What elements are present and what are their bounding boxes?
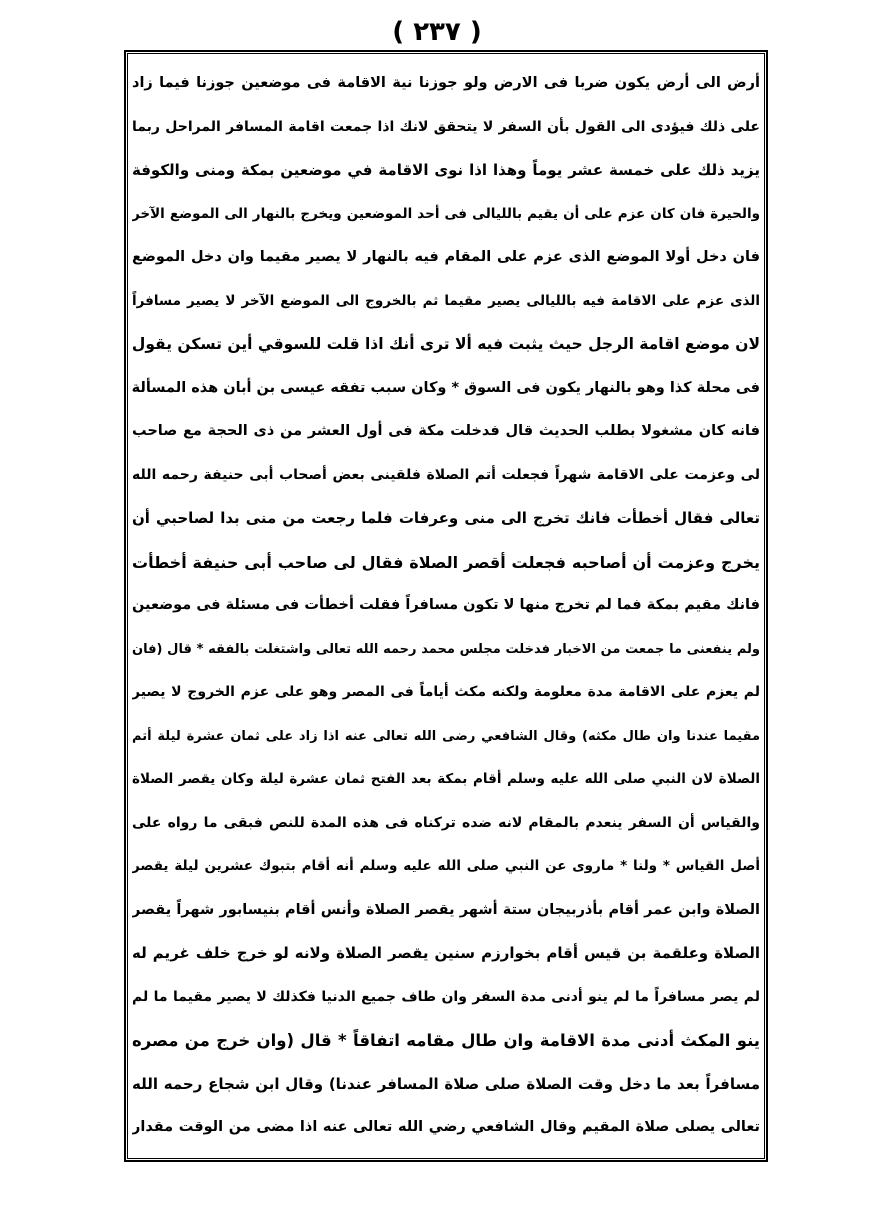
text-line: لم يعزم على الاقامة مدة معلومة ولكنه مكث أياماً فى المصر وهو على عزم الخروج لا يصير bbox=[132, 684, 760, 700]
text-line: الصلاة وابن عمر أقام بأذربيجان ستة أشهر يقصر الصلاة وأنس أقام بنيسابور شهراً يقصر bbox=[132, 901, 760, 918]
page-number: ( ٢٣٧ ) bbox=[392, 17, 482, 47]
text-line: فانه كان مشغولا بطلب الحديث قال فدخلت مكة فى أول العشر من ذى الحجة مع صاحب bbox=[132, 423, 760, 439]
text-line: فانك مقيم بمكة فما لم تخرج منها لا تكون مسافراً فقلت أخطأت فى مسئلة فى موضعين bbox=[132, 597, 760, 613]
text-line: ينو المكث أدنى مدة الاقامة وان طال مقامه اتفاقاً * قال (وان خرج من مصره bbox=[132, 1031, 760, 1050]
text-line: لى وعزمت على الاقامة شهراً فجعلت أتم الصلاة فلقينى بعض أصحاب أبى حنيفة رحمه الله bbox=[132, 466, 760, 483]
text-line: ولم ينفعنى ما جمعت من الاخبار فدخلت مجلس محمد رحمه الله تعالى واشتغلت بالفقه * قال (فان bbox=[132, 641, 760, 657]
text-line: تعالى يصلى صلاة المقيم وقال الشافعي رضي الله تعالى عنه اذا مضى من الوقت مقدار bbox=[132, 1119, 760, 1135]
text-line: مسافراً بعد ما دخل وقت الصلاة صلى صلاة المسافر عندنا) وقال ابن شجاع رحمه الله bbox=[132, 1074, 760, 1093]
text-line: أصل القياس * ولنا * ماروى عن النبي صلى الله عليه وسلم أنه أقام بتبوك عشرين ليلة يقصر bbox=[132, 858, 760, 874]
text-line: يخرج وعزمت أن أصاحبه فجعلت أقصر الصلاة فقال لى صاحب أبى حنيفة أخطأت bbox=[132, 552, 760, 572]
text-line: على ذلك فيؤدى الى القول بأن السفر لا يتحقق لانك اذا جمعت اقامة المسافر المراحل ربما bbox=[132, 118, 760, 135]
text-line: يزيد ذلك على خمسة عشر يوماً وهذا اذا نوى الاقامة في موضعين بمكة ومنى والكوفة bbox=[132, 161, 760, 179]
text-line: تعالى فقال أخطأت فانك تخرج الى منى وعرفات فلما رجعت من منى بدا لصاحبي أن bbox=[132, 509, 760, 527]
text-line: فى محلة كذا وهو بالنهار يكون فى السوق * وكان سبب تفقه عيسى بن أبان هذه المسألة bbox=[132, 379, 760, 396]
text-line: أرض الى أرض يكون ضربا فى الارض ولو جوزنا نية الاقامة فى موضعين جوزنا فيما زاد bbox=[132, 75, 760, 91]
text-line: والحيرة فان كان عزم على أن يقيم بالليالى فى أحد الموضعين ويخرج بالنهار الى الموضع الآخر bbox=[132, 205, 760, 222]
text-line: والقياس أن السفر ينعدم بالمقام لانه ضده تركناه فى هذه المدة للنص فبقى ما رواه على bbox=[132, 814, 760, 831]
body-text bbox=[132, 62, 760, 1150]
text-line: فان دخل أولا الموضع الذى عزم على المقام فيه بالنهار لا يصير مقيما وان دخل الموضع bbox=[132, 249, 760, 265]
text-line: مقيما عندنا وان طال مكثه) وقال الشافعي رضى الله تعالى عنه اذا زاد على ثمان عشرة ليلة أتم bbox=[132, 728, 760, 744]
text-line: الصلاة لان النبي صلى الله عليه وسلم أقام بمكة بعد الفتح ثمان عشرة ليلة وكان يقصر الصلاة bbox=[132, 771, 760, 787]
text-line: الصلاة وعلقمة بن قيس أقام بخوارزم سنين يقصر الصلاة ولانه لو خرج خلف غريم له bbox=[132, 944, 760, 962]
text-line: لان موضع اقامة الرجل حيث يثبت فيه ألا ترى أنك اذا قلت للسوقي أين تسكن يقول bbox=[132, 335, 760, 353]
text-line: لم يصر مسافراً ما لم ينو أدنى مدة السفر وان طاف جميع الدنيا فكذلك لا يصير مقيما ما لم bbox=[132, 988, 760, 1005]
text-line: الذى عزم على الاقامة فيه بالليالى يصير مقيما ثم بالخروج الى الموضع الآخر لا يصير مسافراً bbox=[132, 292, 760, 309]
